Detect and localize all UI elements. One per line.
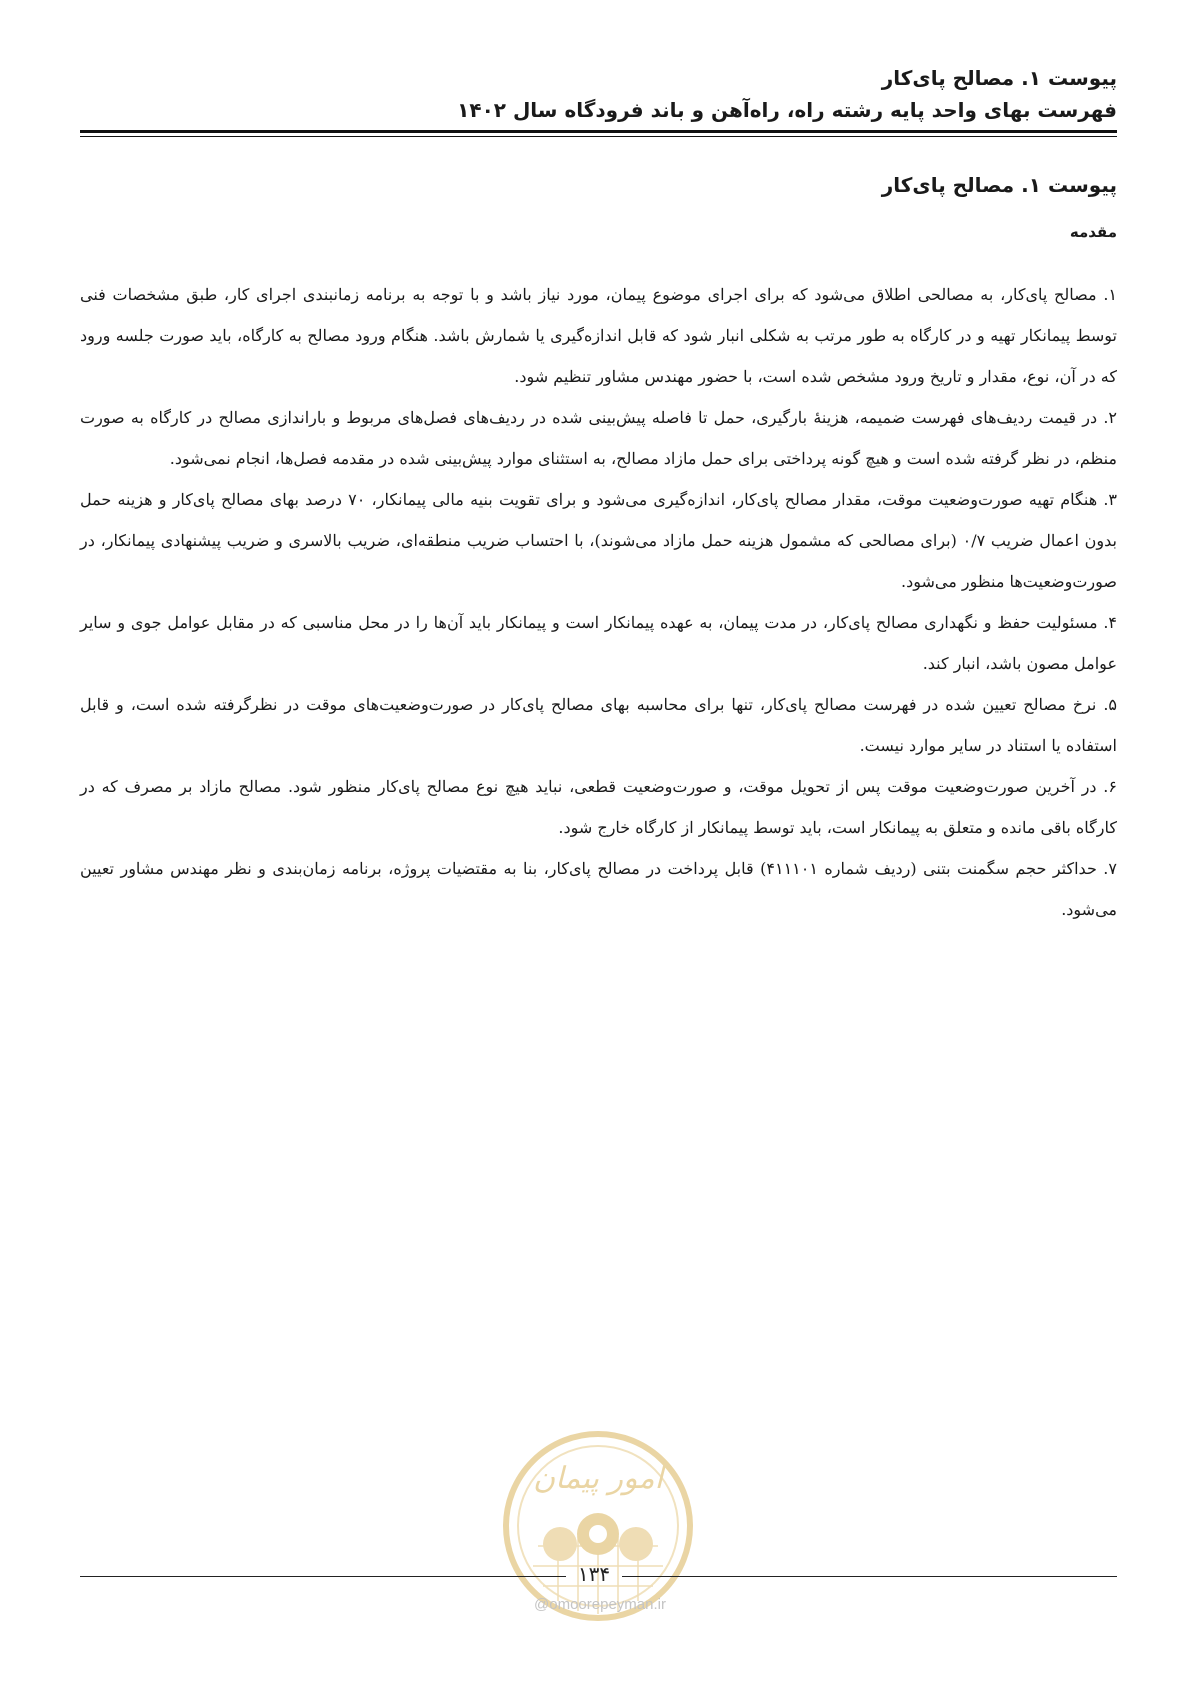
- logo-script: امور پیمان: [533, 1461, 663, 1496]
- header-title: پیوست ۱. مصالح پای‌کار: [881, 66, 1117, 90]
- paragraph-7: ۷. حداکثر حجم سگمنت بتنی (ردیف شماره ۴۱۱۱۰۱) قابل پرداخت در مصالح پای‌کار، بنا به مقتضیات پروژه، برنامه زمان‌بندی و نظر مهندس مشاور تعیین می‌شود.: [80, 859, 1117, 919]
- logo-gear-right: [619, 1527, 653, 1561]
- section-title: پیوست ۱. مصالح پای‌کار: [881, 173, 1117, 197]
- paragraph-6: ۶. در آخرین صورت‌وضعیت موقت پس از تحویل موقت، و صورت‌وضعیت قطعی، نباید هیچ نوع مصالح پای‌کار منظور شود. مصالح مازاد بر مصرف که در کارگاه باقی مانده و متعلق به پیمانکار است، باید توسط پیمانکار از کارگاه خارج شود.: [80, 777, 1117, 837]
- footer-url-link[interactable]: @omoorepeyman.ir: [534, 1596, 666, 1613]
- page-content: [80, 170, 1117, 930]
- header-divider-thin: [80, 136, 1117, 137]
- logo-gear-hole: [589, 1525, 607, 1543]
- paragraph-2: ۲. در قیمت ردیف‌های فهرست ضمیمه، هزینهٔ بارگیری، حمل تا فاصله پیش‌بینی شده در ردیف‌های فصل‌های مربوط و باراندازی مصالح در کارگاه به صورت منظم، در نظر گرفته شده است و هیچ گونه پرداختی برای حمل مازاد مصالح، به استثنای موارد پیش‌بینی شده در مقدمه فصل‌ها، انجام نمی‌شود.: [80, 408, 1118, 468]
- paragraph-3: ۳. هنگام تهیه صورت‌وضعیت موقت، مقدار مصالح پای‌کار، اندازه‌گیری می‌شود و برای تقویت بنیه مالی پیمانکار، ۷۰ درصد بهای مصالح پای‌کار و هزینه حمل بدون اعمال ضریب ۰/۷ (برای مصالحی که مشمول هزینه حمل مازاد می‌شوند)، با احتساب ضریب منطقه‌ای، ضریب بالاسری و ضریب پیشنهادی پیمانکار، در صورت‌وضعیت‌ها منظور می‌شود.: [80, 490, 1118, 591]
- footer-divider-right: [622, 1576, 1117, 1577]
- page-number: ۱۳۴: [577, 1562, 611, 1586]
- page-header: [80, 62, 1117, 126]
- paragraph-1: ۱. مصالح پای‌کار، به مصالحی اطلاق می‌شود که برای اجرای موضوع پیمان، مورد نیاز باشد و با توجه به برنامه زمانبندی اجرای کار، طبق مشخصات فنی توسط پیمانکار تهیه و در کارگاه به طور مرتب به شکلی انبار شود که قابل اندازه‌گیری یا شمارش باشد. هنگام ورود مصالح به کارگاه، باید صورت جلسه ورود که در آن، نوع، مقدار و تاریخ ورود مشخص شده است، با حضور مهندس مشاور تنظیم شود.: [80, 285, 1118, 386]
- logo-gear-left: [543, 1527, 577, 1561]
- paragraph-5: ۵. نرخ مصالح تعیین شده در فهرست مصالح پای‌کار، تنها برای محاسبه بهای مصالح پای‌کار در صورت‌وضعیت‌های موقت در نظرگرفته شده است، و قابل استفاده یا استناد در سایر موارد نیست.: [80, 695, 1117, 755]
- section-subheading: مقدمه: [1069, 223, 1117, 241]
- paragraph-4: ۴. مسئولیت حفظ و نگهداری مصالح پای‌کار، در مدت پیمان، به عهده پیمانکار است و پیمانکار باید آن‌ها را در محل مناسبی که در مقابل عوامل جوی و سایر عوامل مصون باشد، انبار کند.: [80, 613, 1117, 673]
- header-divider-thick: [80, 130, 1117, 133]
- header-subtitle: فهرست بهای واحد پایه رشته راه، راه‌آهن و باند فرودگاه سال ۱۴۰۲: [457, 98, 1117, 122]
- footer-divider-left: [80, 1576, 566, 1577]
